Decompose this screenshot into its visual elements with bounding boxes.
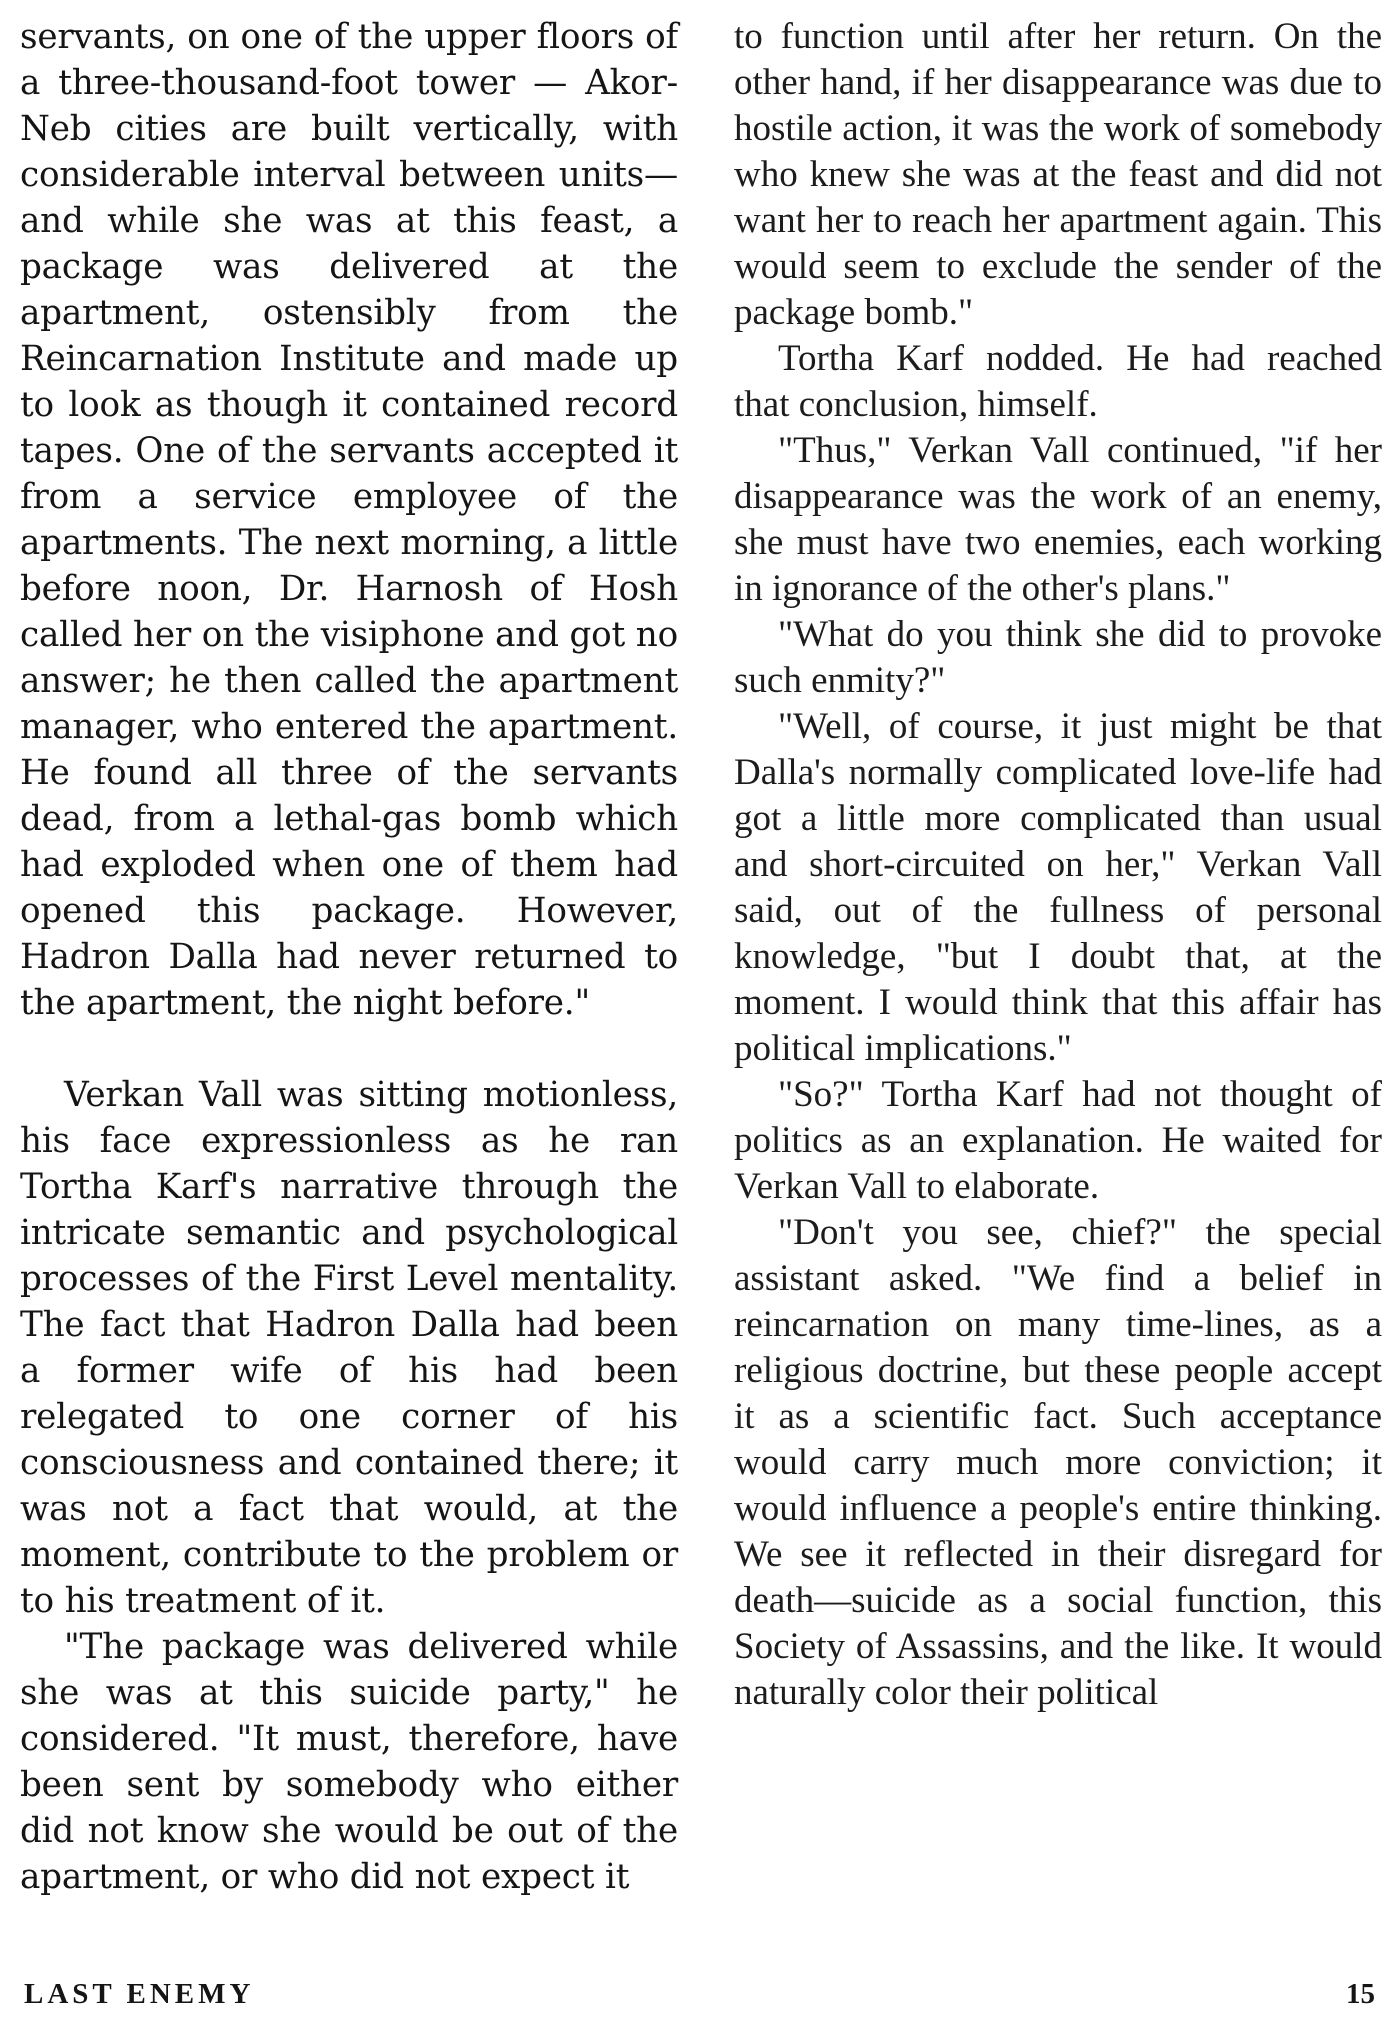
paragraph: "Well, of course, it just might be that Dalla's normally complicated love-life had got a little more complicated than usual and short-circuited on her," Verkan Vall said, out of the fullness of personal knowledge, "but I doubt that, at the moment. I would think that this affair has political implications." (734, 706, 1382, 1069)
left-column (20, 14, 678, 1900)
paragraph: to function until after her return. On the other hand, if her disappearance was due to hostile action, it was the work of somebody who knew she was at the feast and did not want her to reach her apartment again. This would seem to exclude the sender of the package bomb." (734, 16, 1382, 333)
paragraph: Verkan Vall was sitting motionless, his face expressionless as he ran Tortha Karf's narrative through the intricate semantic and psychological processes of the First Level mentality. The fact that Hadron Dalla had been a former wife of his had been relegated to one corner of his consciousness and contained there; it was not a fact that would, at the moment, contribute to the problem or to his treatment of it. (20, 1075, 678, 1621)
paragraph: servants, on one of the upper floors of a three-thousand-foot tower — Akor-Neb cities are built vertically, with considerable interval between units—and while she was at this feast, a package was delivered at the apartment, ostensibly from the Reincarnation Institute and made up to look as though it contained record tapes. One of the servants accepted it from a service employee of the apartments. The next morning, a little before noon, Dr. Harnosh of Hosh called her on the visiphone and got no answer; he then called the apartment manager, who entered the apartment. He found all three of the servants dead, from a lethal-gas bomb which had exploded when one of them had opened this package. However, Hadron Dalla had never returned to the apartment, the night before." (20, 17, 678, 1023)
running-footer-title: LAST ENEMY (24, 1978, 255, 2010)
paragraph: "Thus," Verkan Vall continued, "if her disappearance was the work of an enemy, she must have two enemies, each working in ignorance of the other's plans." (734, 430, 1382, 609)
paragraph: "What do you think she did to provoke such enmity?" (734, 614, 1382, 701)
paragraph: "Don't you see, chief?" the special assistant asked. "We find a belief in reincarnation on many time-lines, as a religious doctrine, but these people accept it as a scientific fact. Such acceptance would carry much more conviction; it would influence a people's entire thinking. We see it reflected in their disregard for death—suicide as a social function, this Society of Assassins, and the like. It would naturally color their political (734, 1212, 1382, 1713)
paragraph: Tortha Karf nodded. He had reached that conclusion, himself. (734, 338, 1382, 425)
paragraph: "So?" Tortha Karf had not thought of politics as an explanation. He waited for Verkan Vall to elaborate. (734, 1074, 1382, 1207)
page-number: 15 (1346, 1978, 1375, 2010)
paragraph: "The package was delivered while she was at this suicide party," he considered. "It must, therefore, have been sent by somebody who either did not know she would be out of the apartment, or who did not expect it (20, 1627, 678, 1897)
right-column (734, 14, 1382, 1716)
